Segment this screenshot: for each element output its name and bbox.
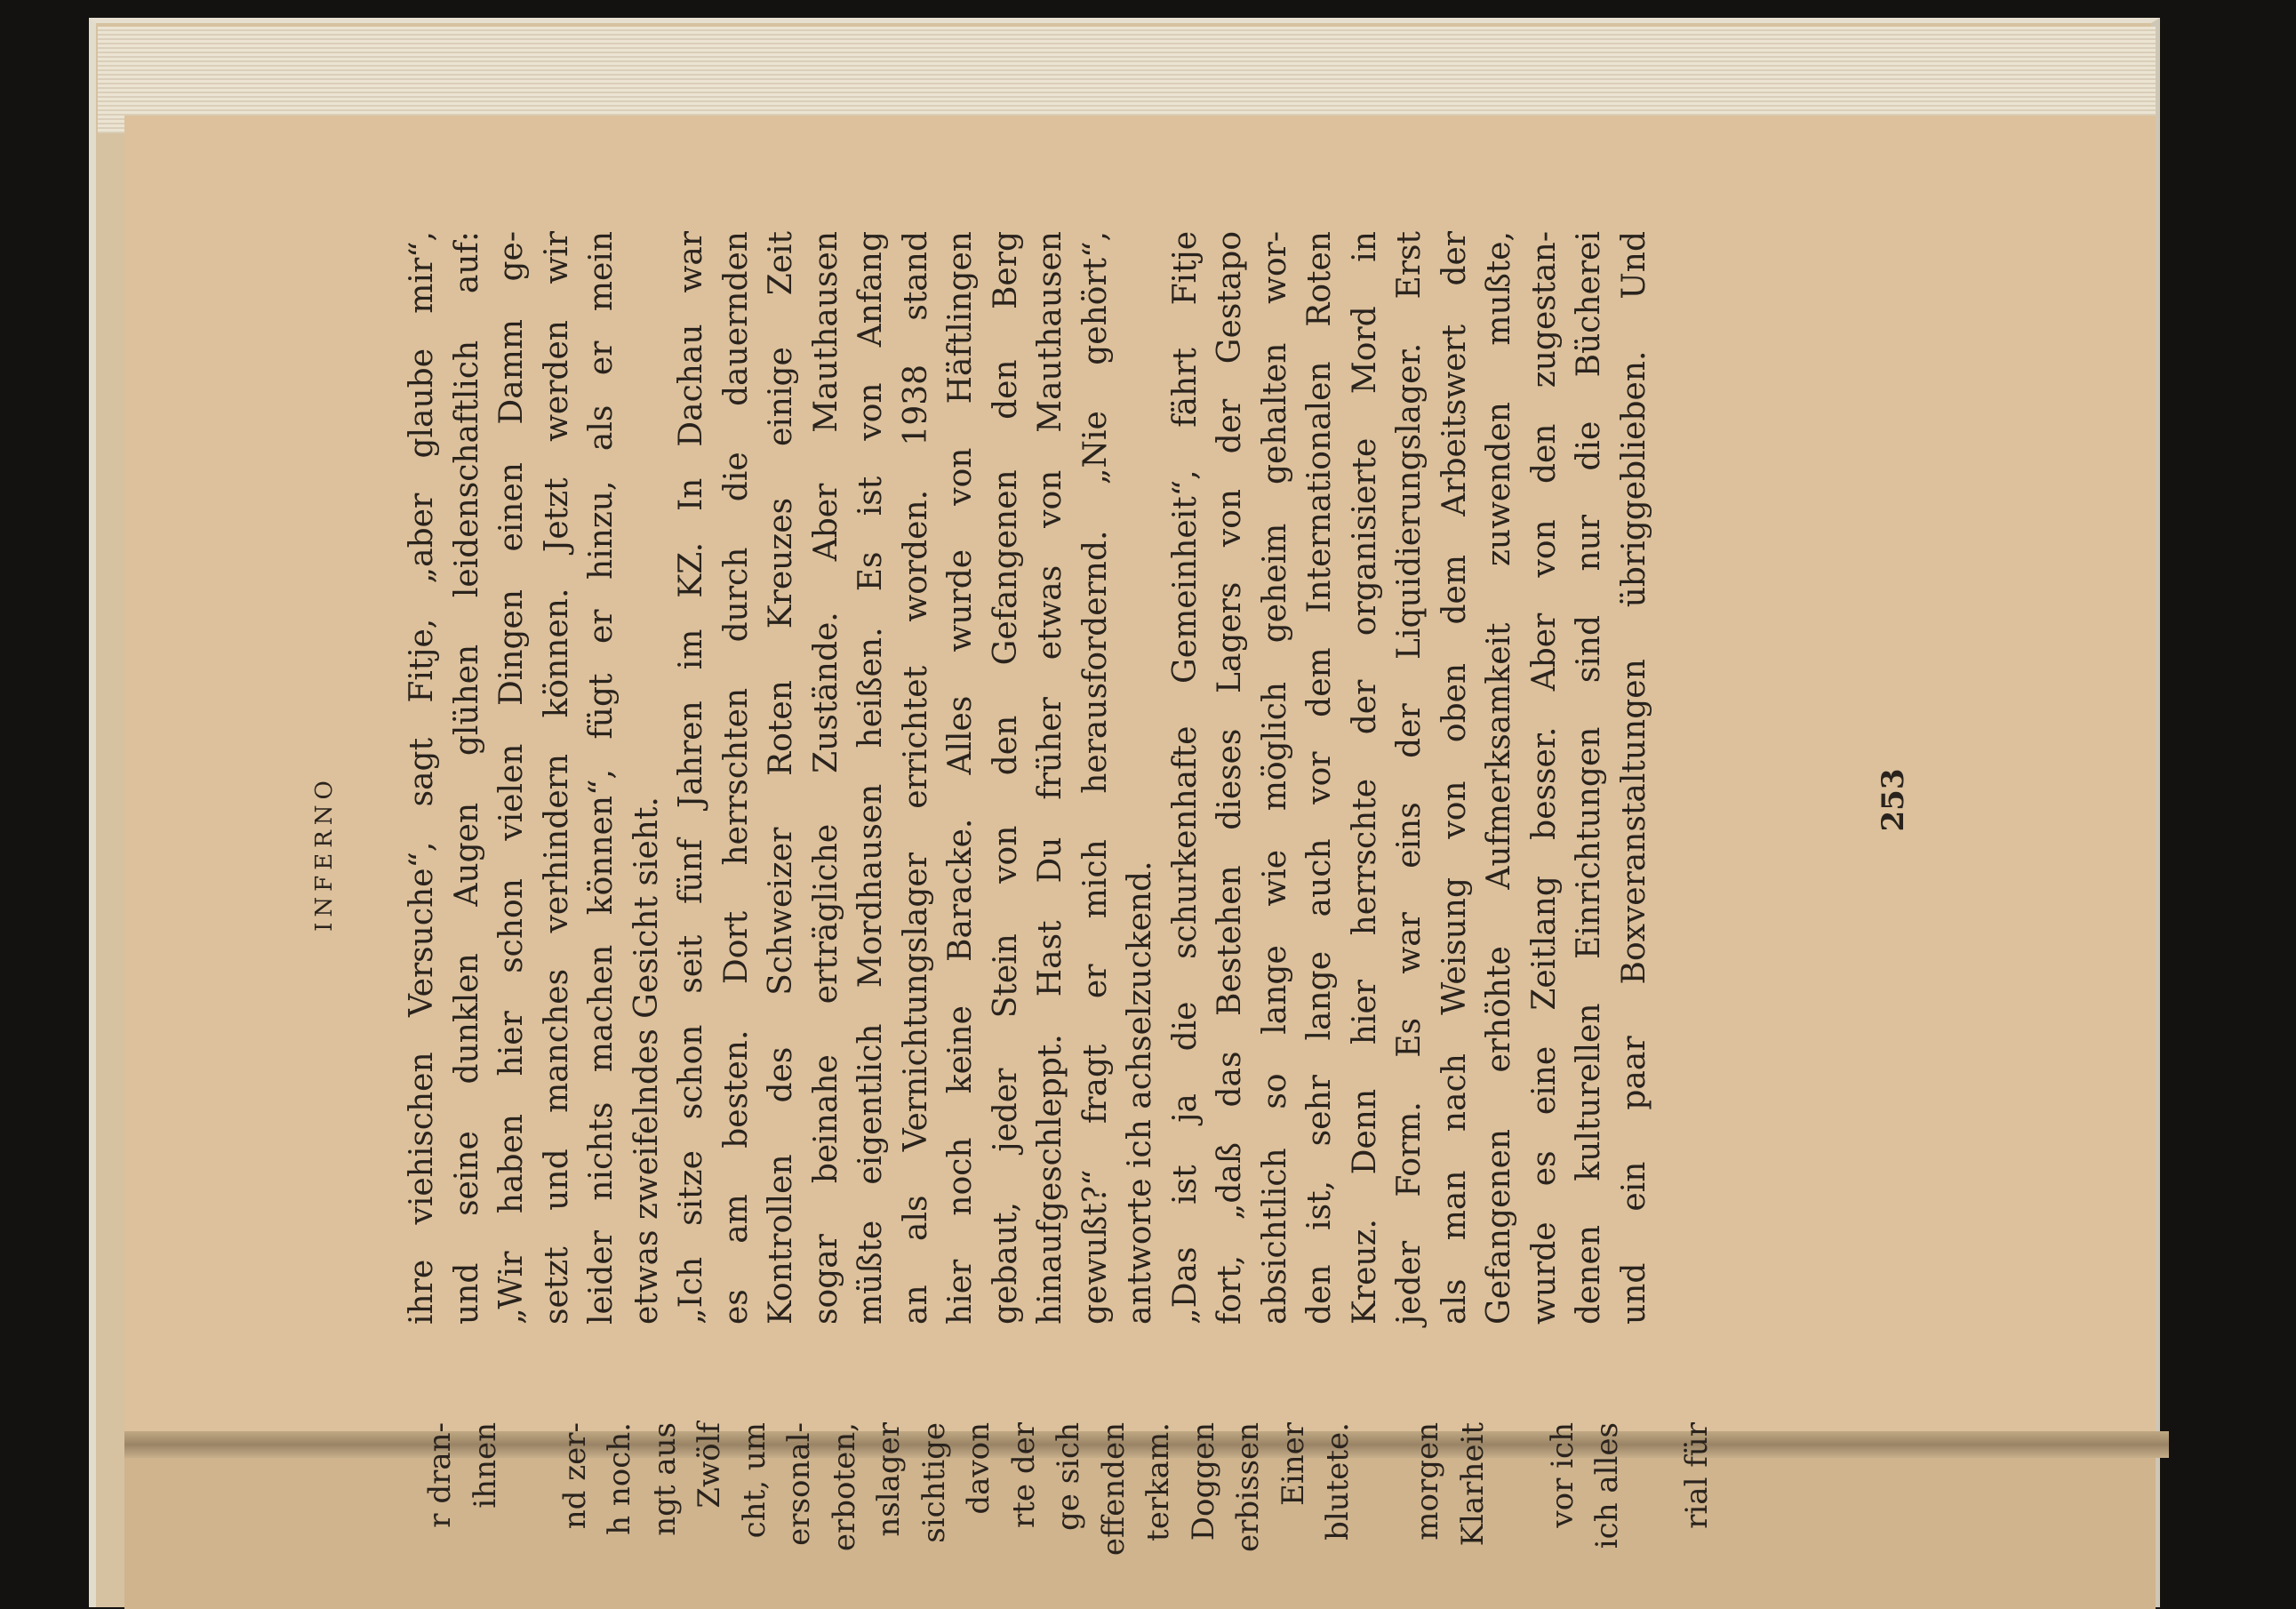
text-line: gebaut, jeder Stein von den Gefangenen den Berg — [987, 231, 1024, 1325]
text-line: leider nichts machen können“, fügt er hinzu, als er mein — [583, 231, 620, 1325]
previous-page-line: erboten, — [826, 1422, 862, 1552]
text-line: jeder Form. Es war eins der Liquidierungslager. Erst — [1391, 231, 1428, 1325]
previous-page-line — [1361, 1422, 1406, 1600]
text-line: hinaufgeschleppt. Hast Du früher etwas von Mauthausen — [1032, 231, 1068, 1325]
previous-page-line: erbissen — [1230, 1422, 1266, 1552]
text-line: müßte eigentlich Mordhausen heißen. Es ist von Anfang — [852, 231, 889, 1325]
previous-page-line: ersonal- — [781, 1422, 817, 1546]
page-number: 253 — [1876, 768, 1911, 832]
previous-page-text — [418, 1422, 1720, 1600]
text-line: denen kulturellen Einrichtungen sind nur die Bücherei — [1571, 231, 1607, 1325]
previous-page-line: ge sich — [1051, 1422, 1086, 1531]
text-line: etwas zweifelndes Gesicht sieht. — [628, 796, 665, 1325]
text-line: Kontrollen des Schweizer Roten Kreuzes einige Zeit — [763, 231, 799, 1325]
main-text-block — [400, 231, 1657, 1325]
previous-page-line: sichtige — [916, 1422, 952, 1543]
previous-page-line: Klarheit — [1454, 1422, 1491, 1547]
running-head: INFERNO — [311, 775, 338, 932]
text-line: „Ich sitze schon seit fünf Jahren im KZ. In Dachau war — [673, 231, 709, 1325]
previous-page-line: ngt aus — [646, 1422, 683, 1536]
previous-page-line: ich alles — [1589, 1422, 1625, 1549]
previous-page-line: nd zer- — [556, 1422, 593, 1530]
text-line: Gefangenen erhöhte Aufmerksamkeit zuwenden mußte, — [1481, 231, 1517, 1325]
text-line: setzt und manches verhindern können. Jetzt werden wir — [538, 231, 575, 1325]
text-line: hier noch keine Baracke. Alles wurde von Häftlingen — [942, 231, 979, 1325]
text-line: und seine dunklen Augen glühen leidenschaftlich auf: — [448, 231, 485, 1325]
previous-page-line: h noch. — [602, 1422, 637, 1535]
text-line: gewußt?“ fragt er mich herausfordernd. „Nie gehört“, — [1076, 231, 1114, 1325]
text-line: antworte ich achselzuckend. — [1122, 861, 1158, 1325]
text-line: es am besten. Dort herrschten durch die dauernden — [717, 231, 755, 1325]
text-line: sogar beinahe erträgliche Zustände. Aber Mauthausen — [807, 231, 844, 1325]
previous-page-line — [1630, 1422, 1676, 1600]
previous-page-line: rial für — [1679, 1422, 1715, 1529]
previous-page-line: blutete. — [1320, 1422, 1356, 1541]
previous-page-line: Einer — [1275, 1422, 1311, 1506]
text-line: an als Vernichtungslager errichtet worden. 1938 stand — [897, 231, 934, 1325]
text-line: wurde es eine Zeitlang besser. Aber von den zugestan- — [1525, 231, 1563, 1325]
previous-page-line: rte der — [1005, 1422, 1042, 1528]
previous-page-line: terkam. — [1140, 1422, 1176, 1541]
text-line: den ist, sehr lange auch vor dem Internationalen Roten — [1301, 231, 1338, 1325]
previous-page-line: morgen — [1410, 1422, 1445, 1541]
text-line: als man nach Weisung von oben dem Arbeitswert der — [1436, 231, 1473, 1325]
previous-page-line: r dran- — [422, 1422, 458, 1528]
previous-page-line: davon — [961, 1422, 996, 1515]
previous-page-line: ihnen — [467, 1422, 503, 1509]
previous-page-line: nslager — [871, 1422, 907, 1537]
text-line: fort, „daß das Bestehen dieses Lagers von der Gestapo — [1212, 231, 1248, 1325]
previous-page-line: effenden — [1095, 1422, 1132, 1557]
previous-page-line: Doggen — [1185, 1422, 1221, 1541]
text-line: und ein paar Boxveranstaltungen übriggeblieben. Und — [1615, 231, 1652, 1325]
previous-page-line — [1495, 1422, 1540, 1600]
previous-page-line: vor ich — [1544, 1422, 1580, 1528]
previous-page-line: Zwölf — [692, 1422, 727, 1509]
text-line: Kreuz. Denn hier herrschte der organisierte Mord in — [1346, 231, 1383, 1325]
text-line: „Wir haben hier schon vielen Dingen einen Damm ge- — [493, 231, 530, 1325]
text-line: ihre viehischen Versuche“, sagt Fitje, „aber glaube mir“, — [404, 231, 440, 1325]
text-line: absichtlich so lange wie möglich geheim gehalten wor- — [1256, 231, 1293, 1325]
previous-page-line: cht, um — [736, 1422, 772, 1539]
text-line: „Das ist ja die schurkenhafte Gemeinheit“, fährt Fitje — [1166, 231, 1204, 1325]
previous-page-line — [508, 1422, 553, 1600]
